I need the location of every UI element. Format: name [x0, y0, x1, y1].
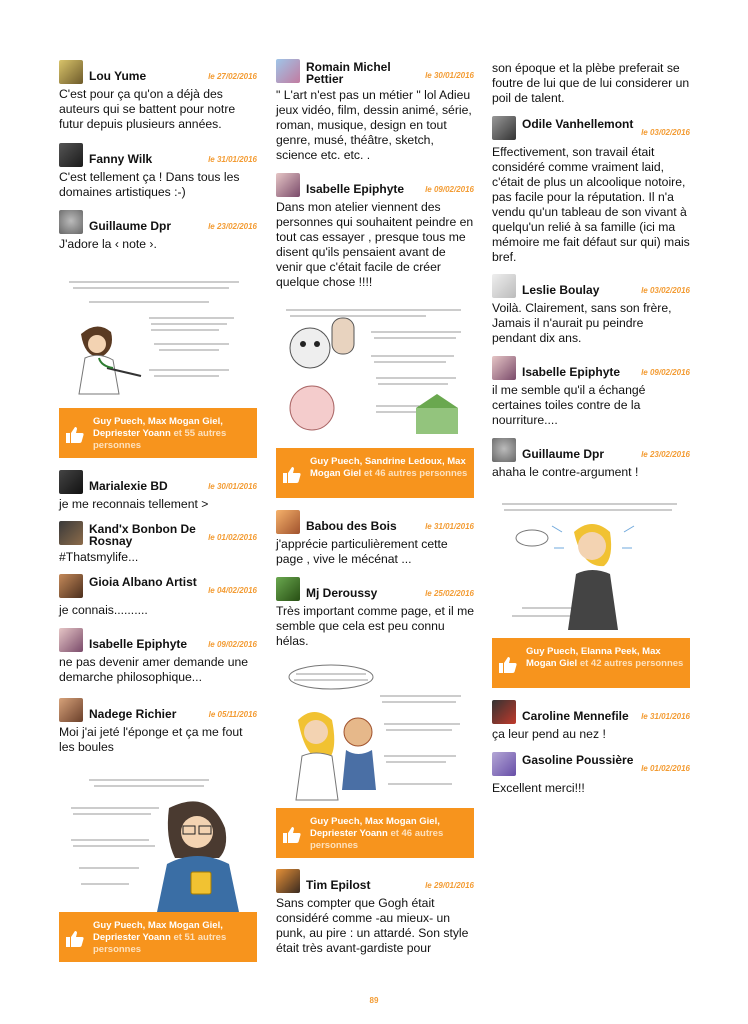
comment-text: il me semble qu'il a échangé certaines toiles contre de la nourriture....: [492, 383, 646, 427]
likes-names[interactable]: Guy Puech, Max Mogan Giel, Depriester Yoann: [93, 920, 223, 943]
comment: [492, 438, 690, 480]
comment: [59, 628, 257, 685]
avatar[interactable]: [492, 700, 516, 724]
avatar[interactable]: [59, 574, 83, 598]
surprised-woman-drawing: [492, 492, 690, 638]
comment: [492, 116, 690, 265]
likes-bar[interactable]: [492, 638, 690, 688]
comment-date: le 23/02/2016: [208, 222, 257, 231]
comic-illustration[interactable]: [276, 660, 474, 808]
thumbs-up-icon[interactable]: [66, 427, 84, 443]
avatar[interactable]: [276, 869, 300, 893]
avatar[interactable]: [59, 698, 83, 722]
comic-illustration[interactable]: [276, 298, 474, 448]
comment-author[interactable]: Gasoline Poussière: [522, 753, 634, 767]
comment-author[interactable]: Lou Yume: [89, 69, 147, 83]
likes-text: [310, 816, 470, 852]
comment-date: le 01/02/2016: [641, 764, 690, 773]
likes-text: [93, 920, 253, 956]
comment-date: le 23/02/2016: [641, 450, 690, 459]
comment-text: C'est pour ça qu'on a déjà des auteurs qui se battent pour notre futur depuis plusieurs années.: [59, 87, 236, 131]
comment: [492, 700, 690, 742]
likes-more[interactable]: et 42 autres personnes: [579, 658, 684, 669]
comment-author[interactable]: Guillaume Dpr: [522, 447, 605, 461]
avatar[interactable]: [59, 470, 83, 494]
comment: [492, 752, 690, 796]
likes-more[interactable]: et 46 autres personnes: [363, 468, 468, 479]
comment: [59, 470, 257, 512]
comment-text: je me reconnais tellement >: [59, 497, 209, 511]
comment: [276, 510, 474, 567]
comment-author[interactable]: Babou des Bois: [306, 519, 397, 533]
likes-more[interactable]: et 55 autres personnes: [93, 428, 227, 451]
thumbs-up-icon[interactable]: [66, 931, 84, 947]
avatar[interactable]: [492, 752, 516, 776]
comment-text: je connais..........: [59, 603, 148, 617]
comment-date: le 30/01/2016: [208, 482, 257, 491]
comment-text: Moi j'ai jeté l'éponge et ça me fout les boules: [59, 725, 243, 754]
comment-date: le 27/02/2016: [208, 72, 257, 81]
comment: [276, 577, 474, 649]
comment-date: le 05/11/2016: [208, 710, 257, 719]
comment-date: le 09/02/2016: [641, 368, 690, 377]
avatar[interactable]: [59, 60, 83, 84]
avatar[interactable]: [276, 173, 300, 197]
van-gogh-conversation-drawing: [276, 660, 474, 808]
thumbs-up-icon[interactable]: [283, 467, 301, 483]
comment-author[interactable]: Marialexie BD: [89, 479, 168, 493]
comment: [59, 60, 257, 132]
comment-date: le 31/01/2016: [425, 522, 474, 531]
comment-text: ahaha le contre-argument !: [492, 465, 639, 479]
comment-date: le 31/01/2016: [641, 712, 690, 721]
avatar[interactable]: [492, 356, 516, 380]
comment-author[interactable]: Isabelle Epiphyte: [306, 182, 405, 196]
avatar[interactable]: [276, 59, 300, 83]
comment: [59, 574, 257, 618]
comic-illustration[interactable]: [59, 768, 257, 912]
likes-names[interactable]: Guy Puech, Max Mogan Giel, Depriester Yoann: [310, 816, 440, 839]
likes-text: [93, 416, 253, 452]
comment-author[interactable]: Tim Epilost: [306, 878, 371, 892]
avatar[interactable]: [492, 274, 516, 298]
comment-date: le 09/02/2016: [208, 640, 257, 649]
woman-with-mug-drawing: [59, 768, 257, 912]
avatar[interactable]: [59, 210, 83, 234]
avatar[interactable]: [492, 116, 516, 140]
comic-illustration[interactable]: [59, 262, 257, 408]
comment-date: le 30/01/2016: [425, 71, 474, 80]
avatar[interactable]: [276, 577, 300, 601]
comment: [59, 521, 257, 565]
comment-text: Effectivement, son travail était considéré comme vraiment laid, c'était de plus un alcoolique notoire, pas facile pour la réputation. Il n'a vendu qu'un tableau de son vivant à quelqu'un relié à sa famille (ici ma mémoire me fait défaut sur qui) mais bref.: [492, 145, 690, 264]
avatar[interactable]: [492, 438, 516, 462]
comment-text: son époque et la plèbe preferait se foutre de lui que de lui considerer un poil de talent.: [492, 61, 690, 105]
comment-text: ne pas devenir amer demande une demarche philosophique...: [59, 655, 249, 684]
comment-text: Excellent merci!!!: [492, 781, 585, 795]
comment-text: ça leur pend au nez !: [492, 727, 606, 741]
thumbs-up-icon[interactable]: [499, 657, 517, 673]
comment: [59, 210, 257, 252]
likes-text: [526, 646, 686, 670]
comment-date: le 03/02/2016: [641, 128, 690, 137]
comment: [59, 143, 257, 200]
comment-author[interactable]: Odile Vanhellemont: [522, 117, 634, 131]
avatar[interactable]: [59, 521, 83, 545]
comment-author[interactable]: Guillaume Dpr: [89, 219, 172, 233]
comment: [492, 274, 690, 346]
comment-author[interactable]: Caroline Mennefile: [522, 709, 629, 723]
comment-author[interactable]: Fanny Wilk: [89, 152, 153, 166]
comment-text: Voilà. Clairement, sans son frère, Jamais il n'aurait pu peindre pendant dix ans.: [492, 301, 672, 345]
likes-names[interactable]: Guy Puech, Max Mogan Giel, Depriester Yoann: [93, 416, 223, 439]
comment-text: C'est tellement ça ! Dans tous les domaines artistiques :-): [59, 170, 240, 199]
comment-text: j'apprécie particulièrement cette page , vive le mécénat ...: [276, 537, 448, 566]
comment-text: Sans compter que Gogh était considéré comme -au mieux- un punk, au pire : un attardé. Son style était très avant-gardiste pour: [276, 896, 469, 955]
comment-author[interactable]: Isabelle Epiphyte: [89, 637, 188, 651]
comment-author[interactable]: Kand'x Bonbon De Rosnay: [89, 522, 196, 548]
comment-author[interactable]: Isabelle Epiphyte: [522, 365, 621, 379]
comment-date: le 09/02/2016: [425, 185, 474, 194]
likes-bar[interactable]: [276, 808, 474, 858]
comment: [276, 59, 474, 163]
likes-more[interactable]: et 46 autres personnes: [310, 828, 444, 851]
comment-author[interactable]: Mj Deroussy: [306, 586, 378, 600]
likes-more[interactable]: et 51 autres personnes: [93, 932, 227, 955]
comment-date: le 01/02/2016: [208, 533, 257, 542]
comment-date: le 25/02/2016: [425, 589, 474, 598]
comment-author[interactable]: Nadege Richier: [89, 707, 177, 721]
comment-date: le 31/01/2016: [208, 155, 257, 164]
comment: [492, 356, 690, 428]
comment: [59, 698, 257, 755]
comment-author[interactable]: Romain Michel Pettier: [306, 60, 391, 86]
comment-text: " L'art n'est pas un métier " lol Adieu jeux vidéo, film, dessin animé, série, roman, musique, design en tout genre, musé, théâtre, sketch, science etc. etc. .: [276, 88, 472, 162]
comment-text: Très important comme page, et il me semble que cela est peu connu hélas.: [276, 604, 475, 648]
comment-text: #Thatsmylife...: [59, 550, 139, 564]
avatar[interactable]: [59, 143, 83, 167]
artists-portraits-drawing: [276, 298, 474, 448]
page-number: 89: [369, 996, 379, 1005]
comment-text: Dans mon atelier viennent des personnes qui souhaitent peindre en tout cas essayer , presque tous me disent qu'ils pensaient avant de venir que c'était facile de créer quelque chose !!!!: [276, 200, 474, 289]
likes-text: [310, 456, 470, 480]
comment-date: le 03/02/2016: [641, 286, 690, 295]
thumbs-up-icon[interactable]: [283, 827, 301, 843]
likes-bar[interactable]: [59, 408, 257, 458]
avatar[interactable]: [59, 628, 83, 652]
comment-continuation: [492, 60, 690, 106]
likes-bar[interactable]: [276, 448, 474, 498]
likes-bar[interactable]: [59, 912, 257, 962]
comic-illustration[interactable]: [492, 492, 690, 638]
comment-text: J'adore la ‹ note ›.: [59, 237, 157, 251]
comment: [276, 869, 474, 956]
comment-date: le 04/02/2016: [208, 586, 257, 595]
comment-date: le 29/01/2016: [425, 881, 474, 890]
comment-author[interactable]: Gioia Albano Artist: [89, 575, 197, 589]
avatar[interactable]: [276, 510, 300, 534]
likes-names[interactable]: Guy Puech, Sandrine Ledoux, Max Mogan Giel: [310, 456, 466, 479]
girl-writing-drawing: [59, 262, 257, 408]
likes-names[interactable]: Guy Puech, Elanna Peek, Max Mogan Giel: [526, 646, 661, 669]
comment: [276, 173, 474, 290]
comment-author[interactable]: Leslie Boulay: [522, 283, 600, 297]
